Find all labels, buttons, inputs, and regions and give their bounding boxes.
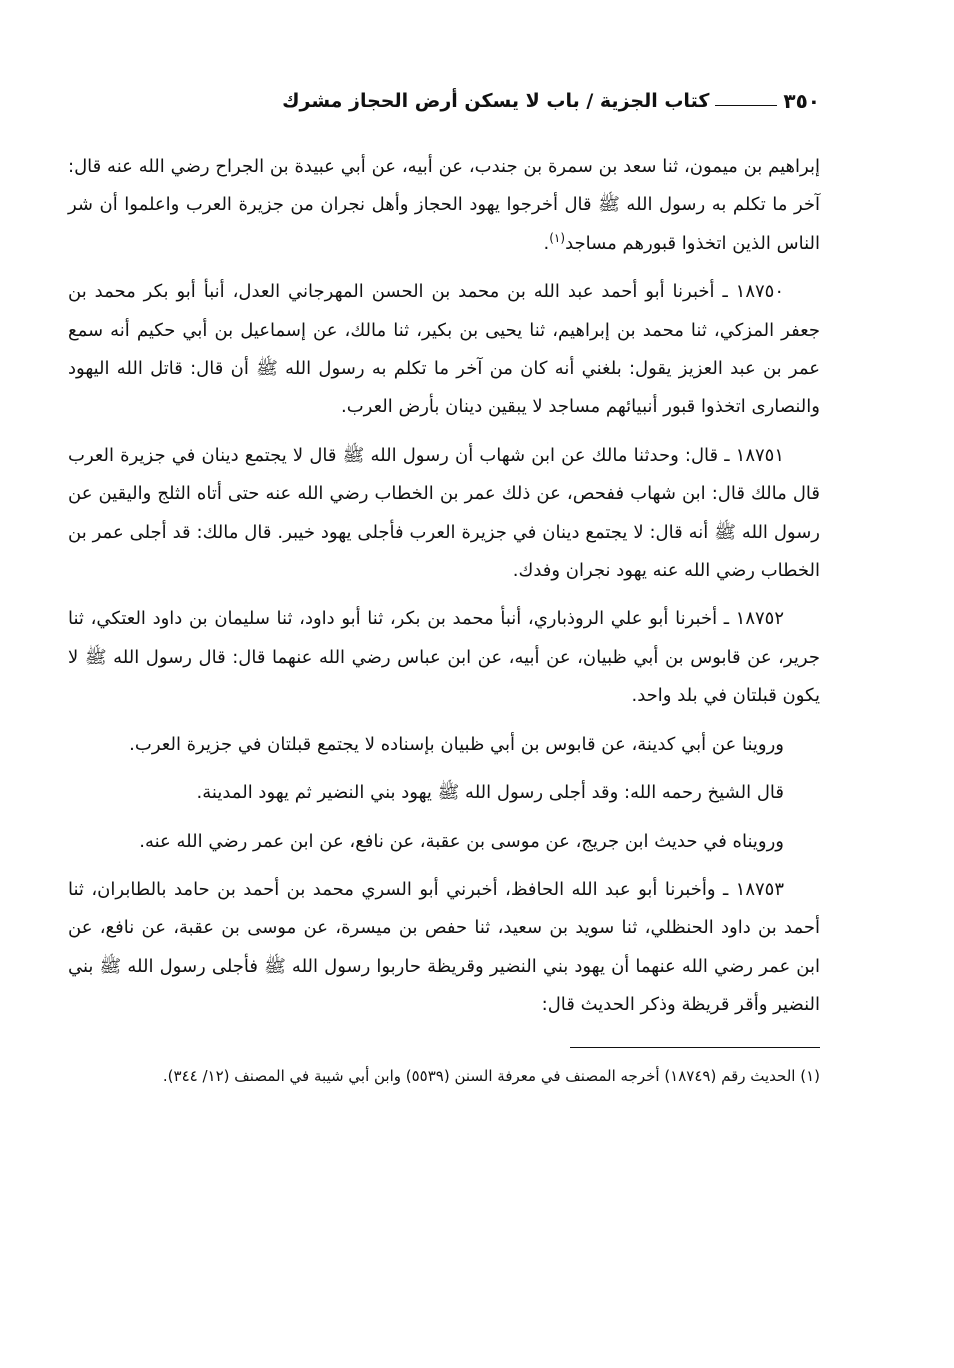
body-text	[68, 148, 820, 1025]
footnote-1: (١) الحديث رقم (١٨٧٤٩) أخرجه المصنف في معرفة السنن (٥٥٣٩) وابن أبي شيبة في المصنف (١٢/ ٣٤٤).	[162, 1066, 820, 1085]
paragraph-text: إبراهيم بن ميمون، ثنا سعد بن سمرة بن جندب، عن أبيه، عن أبي عبيدة بن الجراح رضي الله عنه قال: آخر ما تكلم به رسول الله ﷺ قال أخرجوا يهود الحجاز وأهل نجران من جزيرة العرب واعلموا أن شر الناس الذين اتخذوا قبورهم مساجد	[68, 156, 820, 254]
page-number: ٣٥٠	[783, 89, 820, 113]
paragraph-continuation	[68, 148, 820, 263]
header-rule	[715, 105, 777, 106]
narration-abu-kudayna: وروينا عن أبي كدينة، عن قابوس بن أبي ظبيان بإسناده لا يجتمع قبلتان في جزيرة العرب.	[129, 733, 784, 755]
page-header	[68, 84, 820, 118]
hadith-18751: ١٨٧٥١ ـ قال: وحدثنا مالك عن ابن شهاب أن رسول الله ﷺ قال لا يجتمع دينان في جزيرة العرب قال مالك قال: ابن شهاب ففحص، عن ذلك عمر بن الخطاب رضي الله عنه حتى أتاه الثلج واليقين عن رسول الله ﷺ أنه قال: لا يجتمع دينان في جزيرة العرب فأجلى يهود خيبر. قال مالك: قد أجلى عمر بن الخطاب رضي الله عنه يهود نجران وفدك.	[68, 444, 820, 582]
footnote-reference: (١)	[549, 230, 566, 245]
hadith-18753: ١٨٧٥٣ ـ وأخبرنا أبو عبد الله الحافظ، أخبرني أبو السري محمد بن أحمد بن حامد بالطابران، ثنا أحمد بن داود الحنظلي، ثنا سويد بن سعيد، ثنا حفص بن ميسرة، عن موسى بن عقبة، عن نافع، عن ابن عمر رضي الله عنهما أن يهود بني النضير وقريظة حاربوا رسول الله ﷺ فأجلى رسول الله ﷺ بني النضير وأقر قريظة وذكر الحديث قال:	[68, 878, 820, 1016]
hadith-18752: ١٨٧٥٢ ـ أخبرنا أبو علي الروذباري، أنبأ محمد بن بكر، ثنا أبو داود، ثنا سليمان بن داود العتكي، ثنا جرير، عن قابوس بن أبي ظبيان، عن أبيه، عن ابن عباس رضي الله عنهما قال: قال رسول الله ﷺ لا يكون قبلتان في بلد واحد.	[68, 608, 820, 707]
running-title: كتاب الجزية / باب لا يسكن أرض الحجاز مشرك	[282, 90, 710, 112]
narration-ibn-jurayj: ورويناه في حديث ابن جريج، عن موسى بن عقبة، عن نافع، عن ابن عمر رضي الله عنه.	[139, 830, 784, 852]
sheikh-comment: قال الشيخ رحمه الله: وقد أجلى رسول الله ﷺ يهود بني النضير ثم يهود المدينة.	[196, 782, 784, 804]
paragraph-tail: .	[543, 232, 550, 254]
footnote-separator	[570, 1047, 820, 1048]
document-page	[68, 84, 820, 1090]
hadith-18750: ١٨٧٥٠ ـ أخبرنا أبو أحمد عبد الله بن محمد بن الحسن المهرجاني العدل، أنبأ أبو بكر محمد بن جعفر المزكي، ثنا محمد بن إبراهيم، ثنا يحيى بن بكير، ثنا مالك، عن إسماعيل بن أبي حكيم أنه سمع عمر بن عبد العزيز يقول: بلغني أنه كان من آخر ما تكلم به رسول الله ﷺ أن قال: قاتل الله اليهود والنصارى اتخذوا قبور أنبيائهم مساجد لا يبقين دينان بأرض العرب.	[68, 281, 820, 418]
